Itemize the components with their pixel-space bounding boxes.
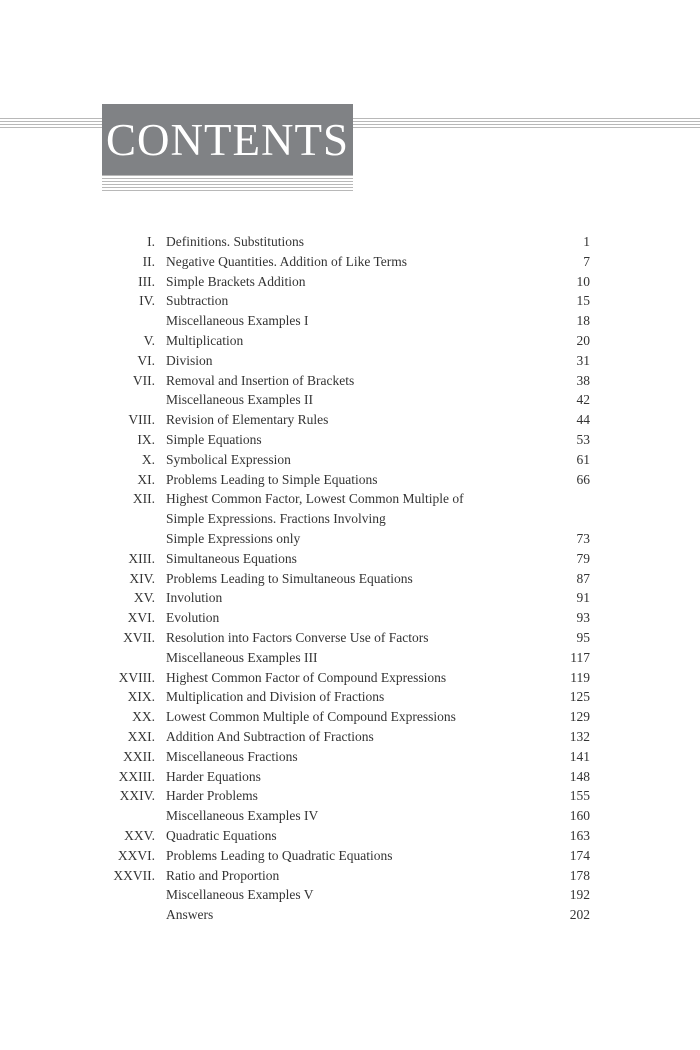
toc-entry-title: Simple Brackets Addition (166, 273, 306, 289)
toc-entry-page: 95 (576, 629, 590, 645)
toc-entry-page: 87 (576, 570, 590, 586)
toc-entry (100, 509, 590, 529)
toc-entry-title: Miscellaneous Examples IV (166, 808, 319, 824)
toc-entry-title: Negative Quantities. Addition of Like Terms (166, 253, 408, 269)
toc-entry-number: XXI. (127, 728, 155, 744)
toc-entry-page: 125 (569, 689, 590, 705)
toc-entry-page: 53 (576, 431, 590, 447)
toc-entry (100, 430, 590, 450)
toc-entry (100, 846, 590, 866)
toc-entry-number: V. (143, 332, 155, 348)
toc-entry-page: 91 (576, 590, 590, 606)
toc-entry (100, 707, 590, 727)
table-of-contents (100, 232, 590, 925)
toc-entry (100, 608, 590, 628)
toc-entry-page: 202 (569, 907, 590, 923)
toc-entry (100, 747, 590, 767)
toc-entry (100, 371, 590, 391)
toc-entry-page: 141 (569, 748, 590, 764)
toc-entry-page: 1 (583, 234, 590, 249)
title-underline-rules (102, 175, 353, 193)
toc-entry (100, 569, 590, 589)
toc-entry-title: Division (166, 352, 213, 368)
toc-entry-page: 20 (576, 332, 590, 348)
toc-entry-page: 192 (569, 887, 590, 903)
toc-entry-page: 38 (576, 372, 590, 388)
toc-entry-title: Evolution (166, 610, 220, 626)
toc-entry-title: Lowest Common Multiple of Compound Expressions (166, 709, 456, 725)
toc-entry-number: I. (147, 234, 155, 249)
toc-entry (100, 648, 590, 668)
toc-entry-title: Miscellaneous Examples V (166, 887, 314, 903)
toc-entry (100, 826, 590, 846)
toc-entry-page: 178 (569, 867, 590, 883)
toc-entry-number: XXIII. (118, 768, 155, 784)
toc-entry-title: Problems Leading to Simple Equations (166, 471, 378, 487)
toc-entry-title: Miscellaneous Examples III (166, 649, 318, 665)
toc-entry (100, 489, 590, 509)
toc-entry-title: Miscellaneous Examples I (166, 313, 309, 329)
toc-entry-number: XIII. (128, 550, 155, 566)
toc-entry-number: II. (142, 253, 155, 269)
toc-entry-title: Definitions. Substitutions (166, 234, 305, 249)
toc-entry-number: XXV. (124, 827, 155, 843)
toc-entry-title: Multiplication and Division of Fractions (166, 689, 385, 705)
toc-entry-number: IV. (139, 293, 155, 309)
toc-entry-page: 66 (576, 471, 590, 487)
page-title (102, 104, 353, 175)
toc-entry-title: Symbolical Expression (166, 451, 291, 467)
toc-entry-number: XXII. (123, 748, 155, 764)
toc-entry (100, 331, 590, 351)
toc-entry-title: Addition And Subtraction of Fractions (166, 728, 374, 744)
toc-entry (100, 410, 590, 430)
toc-entry-page: 119 (570, 669, 590, 685)
toc-entry-page: 7 (583, 253, 590, 269)
toc-entry (100, 450, 590, 470)
toc-entry-number: VII. (132, 372, 155, 388)
toc-entry-title: Removal and Insertion of Brackets (166, 372, 355, 388)
toc-entry-title: Revision of Elementary Rules (166, 412, 329, 428)
toc-entry (100, 668, 590, 688)
toc-entry-title: Subtraction (166, 293, 229, 309)
toc-entry-number: IX. (137, 431, 155, 447)
toc-entry-page: 79 (576, 550, 590, 566)
toc-entry-page: 129 (569, 709, 590, 725)
toc-entry-page: 93 (576, 610, 590, 626)
toc-entry (100, 272, 590, 292)
toc-entry-title: Highest Common Factor of Compound Expressions (166, 669, 447, 685)
toc-entry-title: Quadratic Equations (166, 827, 277, 843)
toc-entry (100, 470, 590, 490)
header-rule-right (353, 118, 700, 134)
toc-entry-page: 61 (576, 451, 590, 467)
toc-entry (100, 588, 590, 608)
toc-entry-page: 160 (569, 808, 590, 824)
toc-entry-page: 148 (569, 768, 590, 784)
header-rule-left (0, 118, 102, 134)
toc-entry (100, 390, 590, 410)
toc-entry-title: Harder Problems (166, 788, 258, 804)
toc-entry-title: Harder Equations (166, 768, 261, 784)
toc-entry-title: Ratio and Proportion (166, 867, 280, 883)
toc-entry-title: Answers (166, 907, 214, 923)
toc-entry-number: XXVI. (117, 847, 155, 863)
toc-entry-number: XII. (132, 491, 155, 507)
toc-entry-number: XIX. (127, 689, 155, 705)
toc-entry-title: Miscellaneous Examples II (166, 392, 313, 408)
toc-entry (100, 252, 590, 272)
toc-entry-number: XI. (137, 471, 155, 487)
toc-entry (100, 529, 590, 549)
toc-entry-title: Resolution into Factors Converse Use of Factors (166, 629, 429, 645)
toc-entry (100, 885, 590, 905)
toc-entry-title: Simple Equations (166, 431, 262, 447)
toc-entry-number: X. (141, 451, 155, 467)
toc-entry-number: XXVII. (113, 867, 155, 883)
toc-entry (100, 687, 590, 707)
toc-entry-page: 163 (569, 827, 590, 843)
toc-entry-title: Involution (166, 590, 223, 606)
toc-entry-page: 132 (569, 728, 590, 744)
toc-entry-number: VIII. (128, 412, 155, 428)
toc-entry-number: XIV. (129, 570, 155, 586)
toc-entry (100, 806, 590, 826)
toc-entry-number: XV. (133, 590, 155, 606)
toc-entry-page: 44 (576, 412, 590, 428)
toc-entry-page: 155 (569, 788, 590, 804)
toc-entry-number: XVII. (123, 629, 155, 645)
toc-entry (100, 628, 590, 648)
toc-entry-title: Problems Leading to Simultaneous Equations (166, 570, 413, 586)
toc-entry-number: XXIV. (119, 788, 155, 804)
toc-entry (100, 786, 590, 806)
toc-entry (100, 767, 590, 787)
toc-entry-title: Problems Leading to Quadratic Equations (166, 847, 393, 863)
toc-entry (100, 866, 590, 886)
toc-entry-title: Miscellaneous Fractions (166, 748, 298, 764)
toc-entry-page: 174 (569, 847, 590, 863)
toc-entry-page: 15 (576, 293, 590, 309)
toc-entry-title: Simple Expressions only (166, 530, 301, 546)
toc-entry-page: 31 (576, 352, 590, 368)
toc-entry-page: 117 (570, 649, 590, 665)
toc-entry (100, 905, 590, 925)
toc-entry-title: Highest Common Factor, Lowest Common Multiple of (166, 491, 464, 507)
toc-entry (100, 232, 590, 252)
toc-entry-page: 10 (576, 273, 590, 289)
toc-entry (100, 351, 590, 371)
toc-entry (100, 291, 590, 311)
toc-entry-page: 42 (576, 392, 590, 408)
toc-entry (100, 727, 590, 747)
toc-entry-number: VI. (137, 352, 155, 368)
toc-entry (100, 549, 590, 569)
toc-entry-page: 73 (576, 530, 590, 546)
toc-entry-number: XVIII. (118, 669, 155, 685)
page-title-text: CONTENTS (106, 114, 349, 165)
toc-entry-title: Multiplication (166, 332, 244, 348)
toc-entry-number: XX. (132, 709, 155, 725)
toc-entry-number: XVI. (127, 610, 155, 626)
toc-entry-title: Simple Expressions. Fractions Involving (166, 511, 386, 527)
toc-entry (100, 311, 590, 331)
toc-entry-title: Simultaneous Equations (166, 550, 297, 566)
toc-entry-number: III. (138, 273, 155, 289)
toc-entry-page: 18 (576, 313, 590, 329)
